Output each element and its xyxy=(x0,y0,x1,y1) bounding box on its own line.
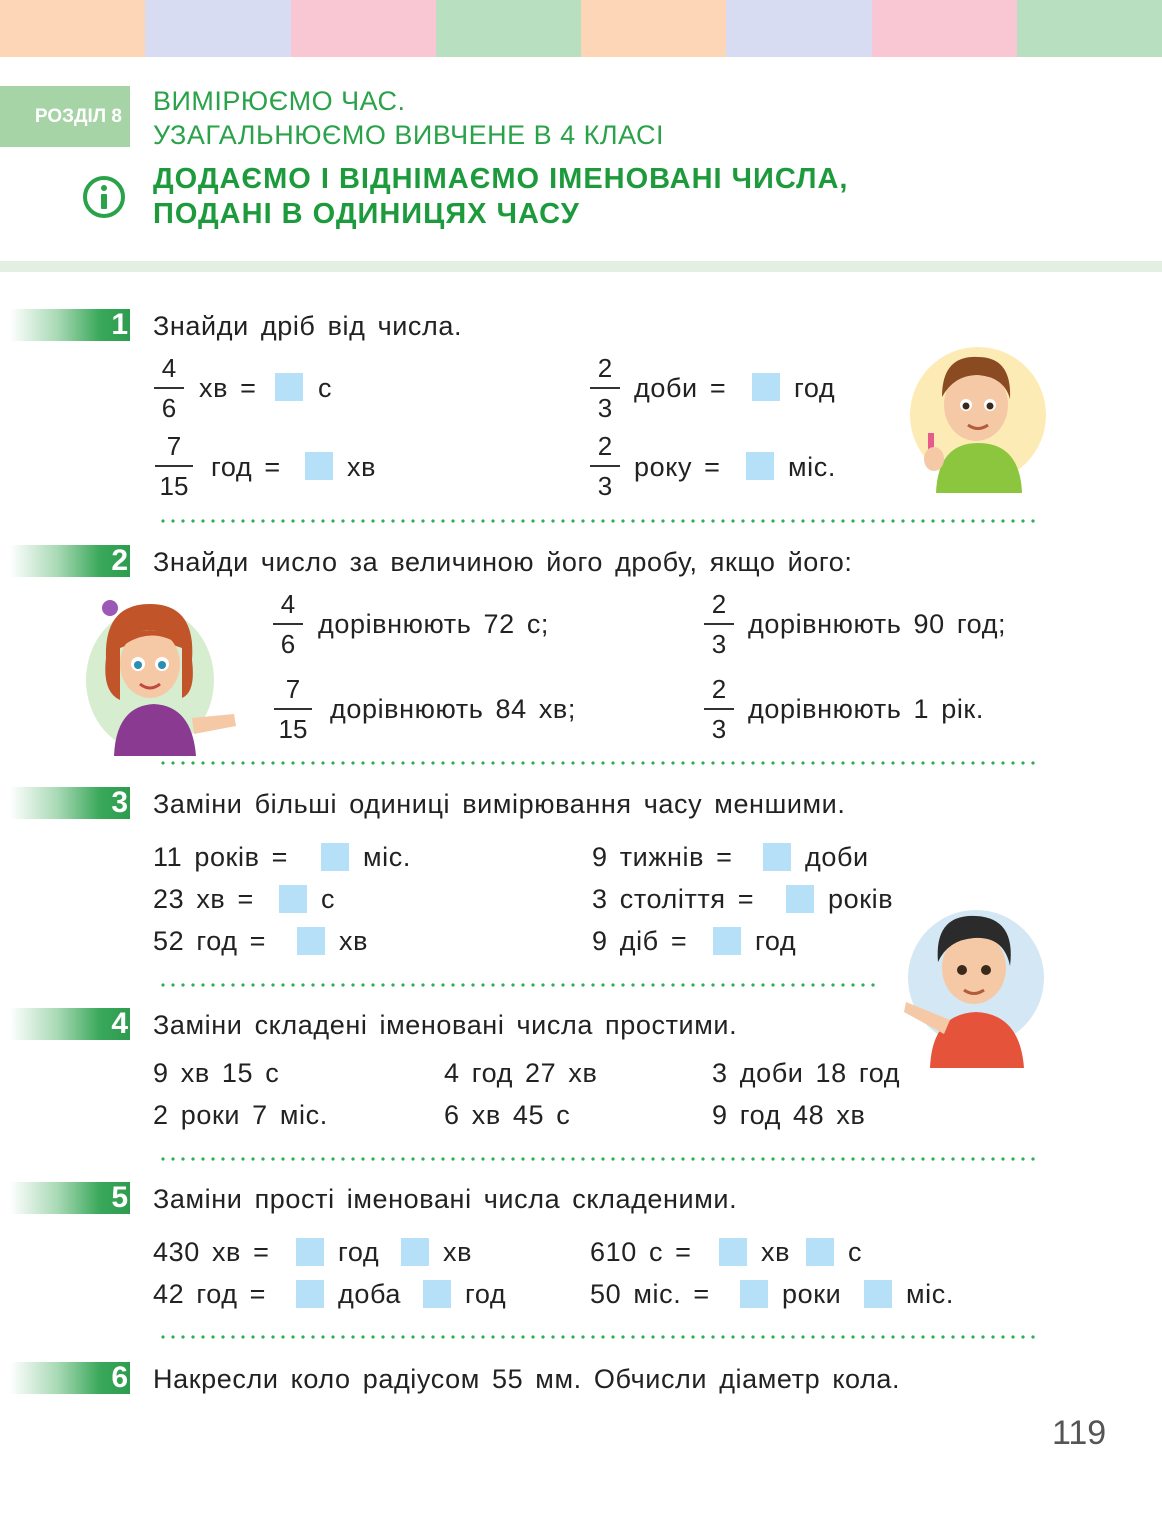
denominator: 3 xyxy=(597,471,613,501)
answer-box[interactable] xyxy=(296,1238,324,1266)
dotted-separator xyxy=(158,519,1040,523)
fraction xyxy=(274,673,312,745)
expr-left: 11 років = xyxy=(153,842,288,872)
fraction xyxy=(155,430,193,502)
expr-left: 610 с = xyxy=(590,1237,692,1267)
top-color-stripe xyxy=(0,0,1162,57)
expr-text: дорівнюють 1 рік. xyxy=(748,694,984,724)
expr-left: 3 століття = xyxy=(592,884,755,914)
stripe-segment xyxy=(145,0,290,57)
answer-box[interactable] xyxy=(713,927,741,955)
expr-unit: роки xyxy=(782,1279,842,1309)
expr-left: 9 тижнів = xyxy=(592,842,733,872)
numerator: 7 xyxy=(166,431,182,461)
girl-illustration xyxy=(84,588,244,756)
task-2-text: Знайди число за величиною його дробу, якщо його: xyxy=(153,547,853,577)
pointing-boy-illustration xyxy=(900,896,1050,1068)
boy-illustration xyxy=(908,333,1048,493)
expr-left: 50 міс. = xyxy=(590,1279,710,1309)
stripe-segment xyxy=(872,0,1017,57)
task-number-3: 3 xyxy=(10,787,130,819)
denominator: 6 xyxy=(280,629,296,659)
fraction xyxy=(704,588,734,660)
fraction xyxy=(590,352,620,424)
task-number-2: 2 xyxy=(10,545,130,577)
info-icon xyxy=(82,175,126,219)
topic-title-line1: ДОДАЄМО І ВІДНІМАЄМО ІМЕНОВАНІ ЧИСЛА, xyxy=(153,163,849,195)
numerator: 2 xyxy=(597,353,613,383)
stripe-segment xyxy=(726,0,871,57)
dotted-separator xyxy=(158,761,1040,765)
stripe-segment xyxy=(581,0,726,57)
answer-box[interactable] xyxy=(275,373,303,401)
expr-unit: с xyxy=(848,1237,863,1267)
expr-left: доби = xyxy=(634,373,727,403)
task-3-text: Заміни більші одиниці вимірювання часу меншими. xyxy=(153,789,846,819)
section-title-line1: ВИМІРЮЄМО ЧАС. xyxy=(153,86,406,116)
compound-value: 3 доби 18 год xyxy=(712,1058,901,1088)
expr-unit: хв xyxy=(761,1237,791,1267)
denominator: 6 xyxy=(161,393,177,423)
dotted-separator xyxy=(158,983,876,987)
answer-box[interactable] xyxy=(401,1238,429,1266)
stripe-segment xyxy=(436,0,581,57)
header-divider xyxy=(0,261,1162,272)
answer-box[interactable] xyxy=(752,373,780,401)
task-1-text: Знайди дріб від числа. xyxy=(153,311,463,341)
denominator: 3 xyxy=(711,714,727,744)
expr-unit: міс. xyxy=(363,842,411,872)
expr-unit: хв xyxy=(443,1237,473,1267)
expr-unit: год xyxy=(465,1279,507,1309)
expr-unit: с xyxy=(318,373,333,403)
fraction xyxy=(154,352,184,424)
fraction xyxy=(590,430,620,502)
expr-unit: год xyxy=(338,1237,380,1267)
task-number-6: 6 xyxy=(10,1362,130,1394)
expr-unit: доби xyxy=(805,842,869,872)
expr-unit: років xyxy=(828,884,894,914)
expr-unit: год xyxy=(755,926,797,956)
expr-text: дорівнюють 90 год; xyxy=(748,609,1007,639)
answer-box[interactable] xyxy=(423,1280,451,1308)
fraction xyxy=(704,673,734,745)
answer-box[interactable] xyxy=(864,1280,892,1308)
numerator: 7 xyxy=(285,674,301,704)
dotted-separator xyxy=(158,1157,1040,1161)
expr-left: год = xyxy=(211,452,281,482)
compound-value: 9 хв 15 с xyxy=(153,1058,280,1088)
answer-box[interactable] xyxy=(297,927,325,955)
answer-box[interactable] xyxy=(719,1238,747,1266)
denominator: 15 xyxy=(278,714,308,744)
answer-box[interactable] xyxy=(279,885,307,913)
expr-unit: міс. xyxy=(788,452,836,482)
expr-left: 42 год = xyxy=(153,1279,267,1309)
page-number: 119 xyxy=(1052,1414,1107,1452)
numerator: 2 xyxy=(597,431,613,461)
expr-unit: год xyxy=(794,373,836,403)
answer-box[interactable] xyxy=(806,1238,834,1266)
stripe-segment xyxy=(291,0,436,57)
section-title-line2: УЗАГАЛЬНЮЄМО ВИВЧЕНЕ В 4 КЛАСІ xyxy=(153,120,665,150)
expr-left: 430 хв = xyxy=(153,1237,270,1267)
compound-value: 9 год 48 хв xyxy=(712,1100,866,1130)
numerator: 2 xyxy=(711,589,727,619)
expr-text: дорівнюють 84 хв; xyxy=(330,694,576,724)
task-number-1: 1 xyxy=(10,309,130,341)
compound-value: 4 год 27 хв xyxy=(444,1058,598,1088)
numerator: 2 xyxy=(711,674,727,704)
expr-unit: хв xyxy=(347,452,377,482)
expr-left: року = xyxy=(634,452,721,482)
expr-text: дорівнюють 72 с; xyxy=(318,609,550,639)
section-tab: РОЗДІЛ 8 xyxy=(0,86,130,147)
answer-box[interactable] xyxy=(740,1280,768,1308)
numerator: 4 xyxy=(280,589,296,619)
dotted-separator xyxy=(158,1335,1040,1339)
answer-box[interactable] xyxy=(305,452,333,480)
stripe-segment xyxy=(1017,0,1162,57)
task-6-text: Накресли коло радіусом 55 мм. Обчисли діаметр кола. xyxy=(153,1364,901,1394)
numerator: 4 xyxy=(161,353,177,383)
expr-left: 52 год = xyxy=(153,926,267,956)
compound-value: 6 хв 45 с xyxy=(444,1100,571,1130)
denominator: 15 xyxy=(159,471,189,501)
expr-unit: хв xyxy=(339,926,369,956)
denominator: 3 xyxy=(711,629,727,659)
expr-left: хв = xyxy=(199,373,257,403)
fraction xyxy=(273,588,303,660)
topic-title-line2: ПОДАНІ В ОДИНИЦЯХ ЧАСУ xyxy=(153,198,580,230)
answer-box[interactable] xyxy=(746,452,774,480)
answer-box[interactable] xyxy=(763,843,791,871)
task-5-text: Заміни прості іменовані числа складеними. xyxy=(153,1184,738,1214)
expr-unit: міс. xyxy=(906,1279,954,1309)
stripe-segment xyxy=(0,0,145,57)
task-number-5: 5 xyxy=(10,1182,130,1214)
task-number-4: 4 xyxy=(10,1008,130,1040)
expr-unit: доба xyxy=(338,1279,402,1309)
expr-unit: с xyxy=(321,884,336,914)
task-4-text: Заміни складені іменовані числа простими. xyxy=(153,1010,738,1040)
answer-box[interactable] xyxy=(296,1280,324,1308)
expr-left: 9 діб = xyxy=(592,926,688,956)
expr-left: 23 хв = xyxy=(153,884,254,914)
answer-box[interactable] xyxy=(786,885,814,913)
answer-box[interactable] xyxy=(321,843,349,871)
compound-value: 2 роки 7 міс. xyxy=(153,1100,328,1130)
denominator: 3 xyxy=(597,393,613,423)
